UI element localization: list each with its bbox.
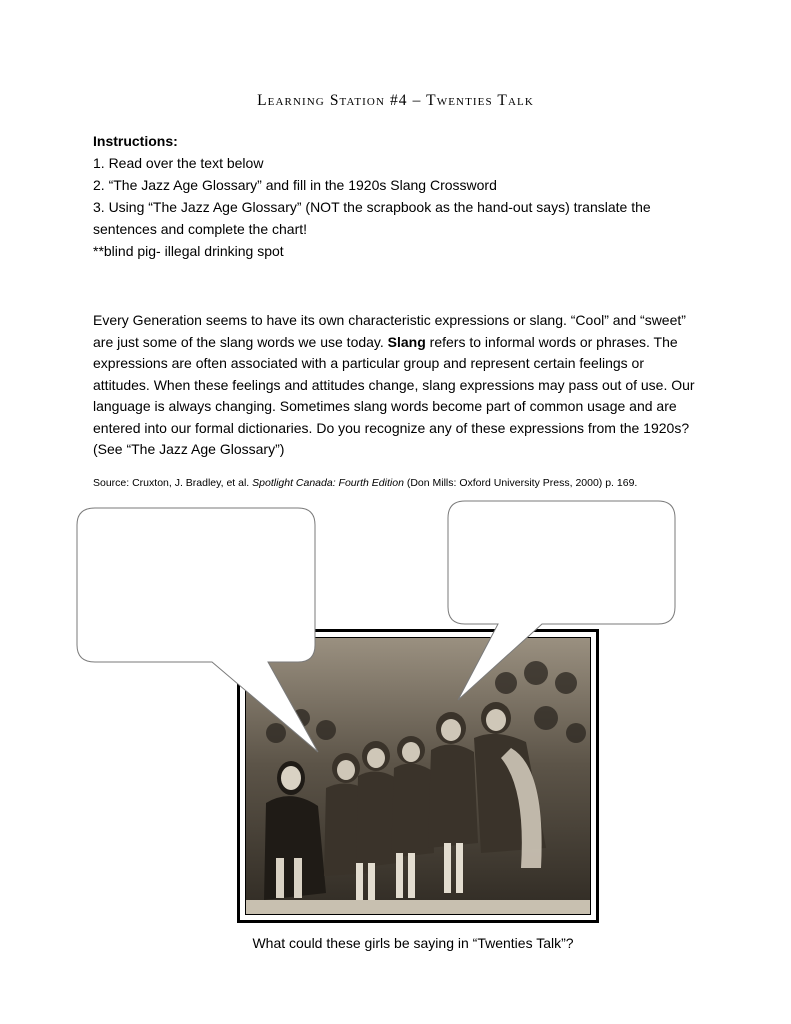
slang-term: Slang bbox=[387, 333, 426, 350]
source-suffix: (Don Mills: Oxford University Press, 2000) p. 169. bbox=[403, 477, 638, 489]
instruction-item: 2. “The Jazz Age Glossary” and fill in the 1920s Slang Crossword bbox=[93, 177, 497, 193]
speech-bubble-right bbox=[448, 501, 675, 700]
speech-bubble-left bbox=[77, 508, 318, 752]
body-text-start: Every Generation seems to have its own characteristic expressions or slang. “Cool” and “sweet” are just some of the slang words we use today. bbox=[93, 312, 686, 350]
body-text-end: refers to informal words or phrases. The expressions are often associated with a particular group and represent certain feelings or attitudes. When these feelings and attitudes change, slang expressions may pass out of use. Our language is always changing. Sometimes slang words become part of common usage and are entered into our formal dictionaries. Do you recognize any of these expressions from the 1920s? (See “The Jazz Age Glossary”) bbox=[93, 333, 695, 457]
instruction-item: 1. Read over the text below bbox=[93, 155, 264, 171]
instruction-note: **blind pig- illegal drinking spot bbox=[93, 243, 284, 259]
page-title: Learning Station #4 – Twenties Talk bbox=[257, 92, 534, 109]
photo-caption: What could these girls be saying in “Twenties Talk”? bbox=[252, 935, 574, 951]
source-book-title: Spotlight Canada: Fourth Edition bbox=[252, 477, 404, 489]
instruction-item: 3. Using “The Jazz Age Glossary” (NOT the scrapbook as the hand-out says) translate the sentences and complete the chart! bbox=[93, 199, 651, 237]
source-prefix: Source: Cruxton, J. Bradley, et al. bbox=[93, 477, 253, 489]
instructions-heading: Instructions: bbox=[93, 133, 178, 149]
